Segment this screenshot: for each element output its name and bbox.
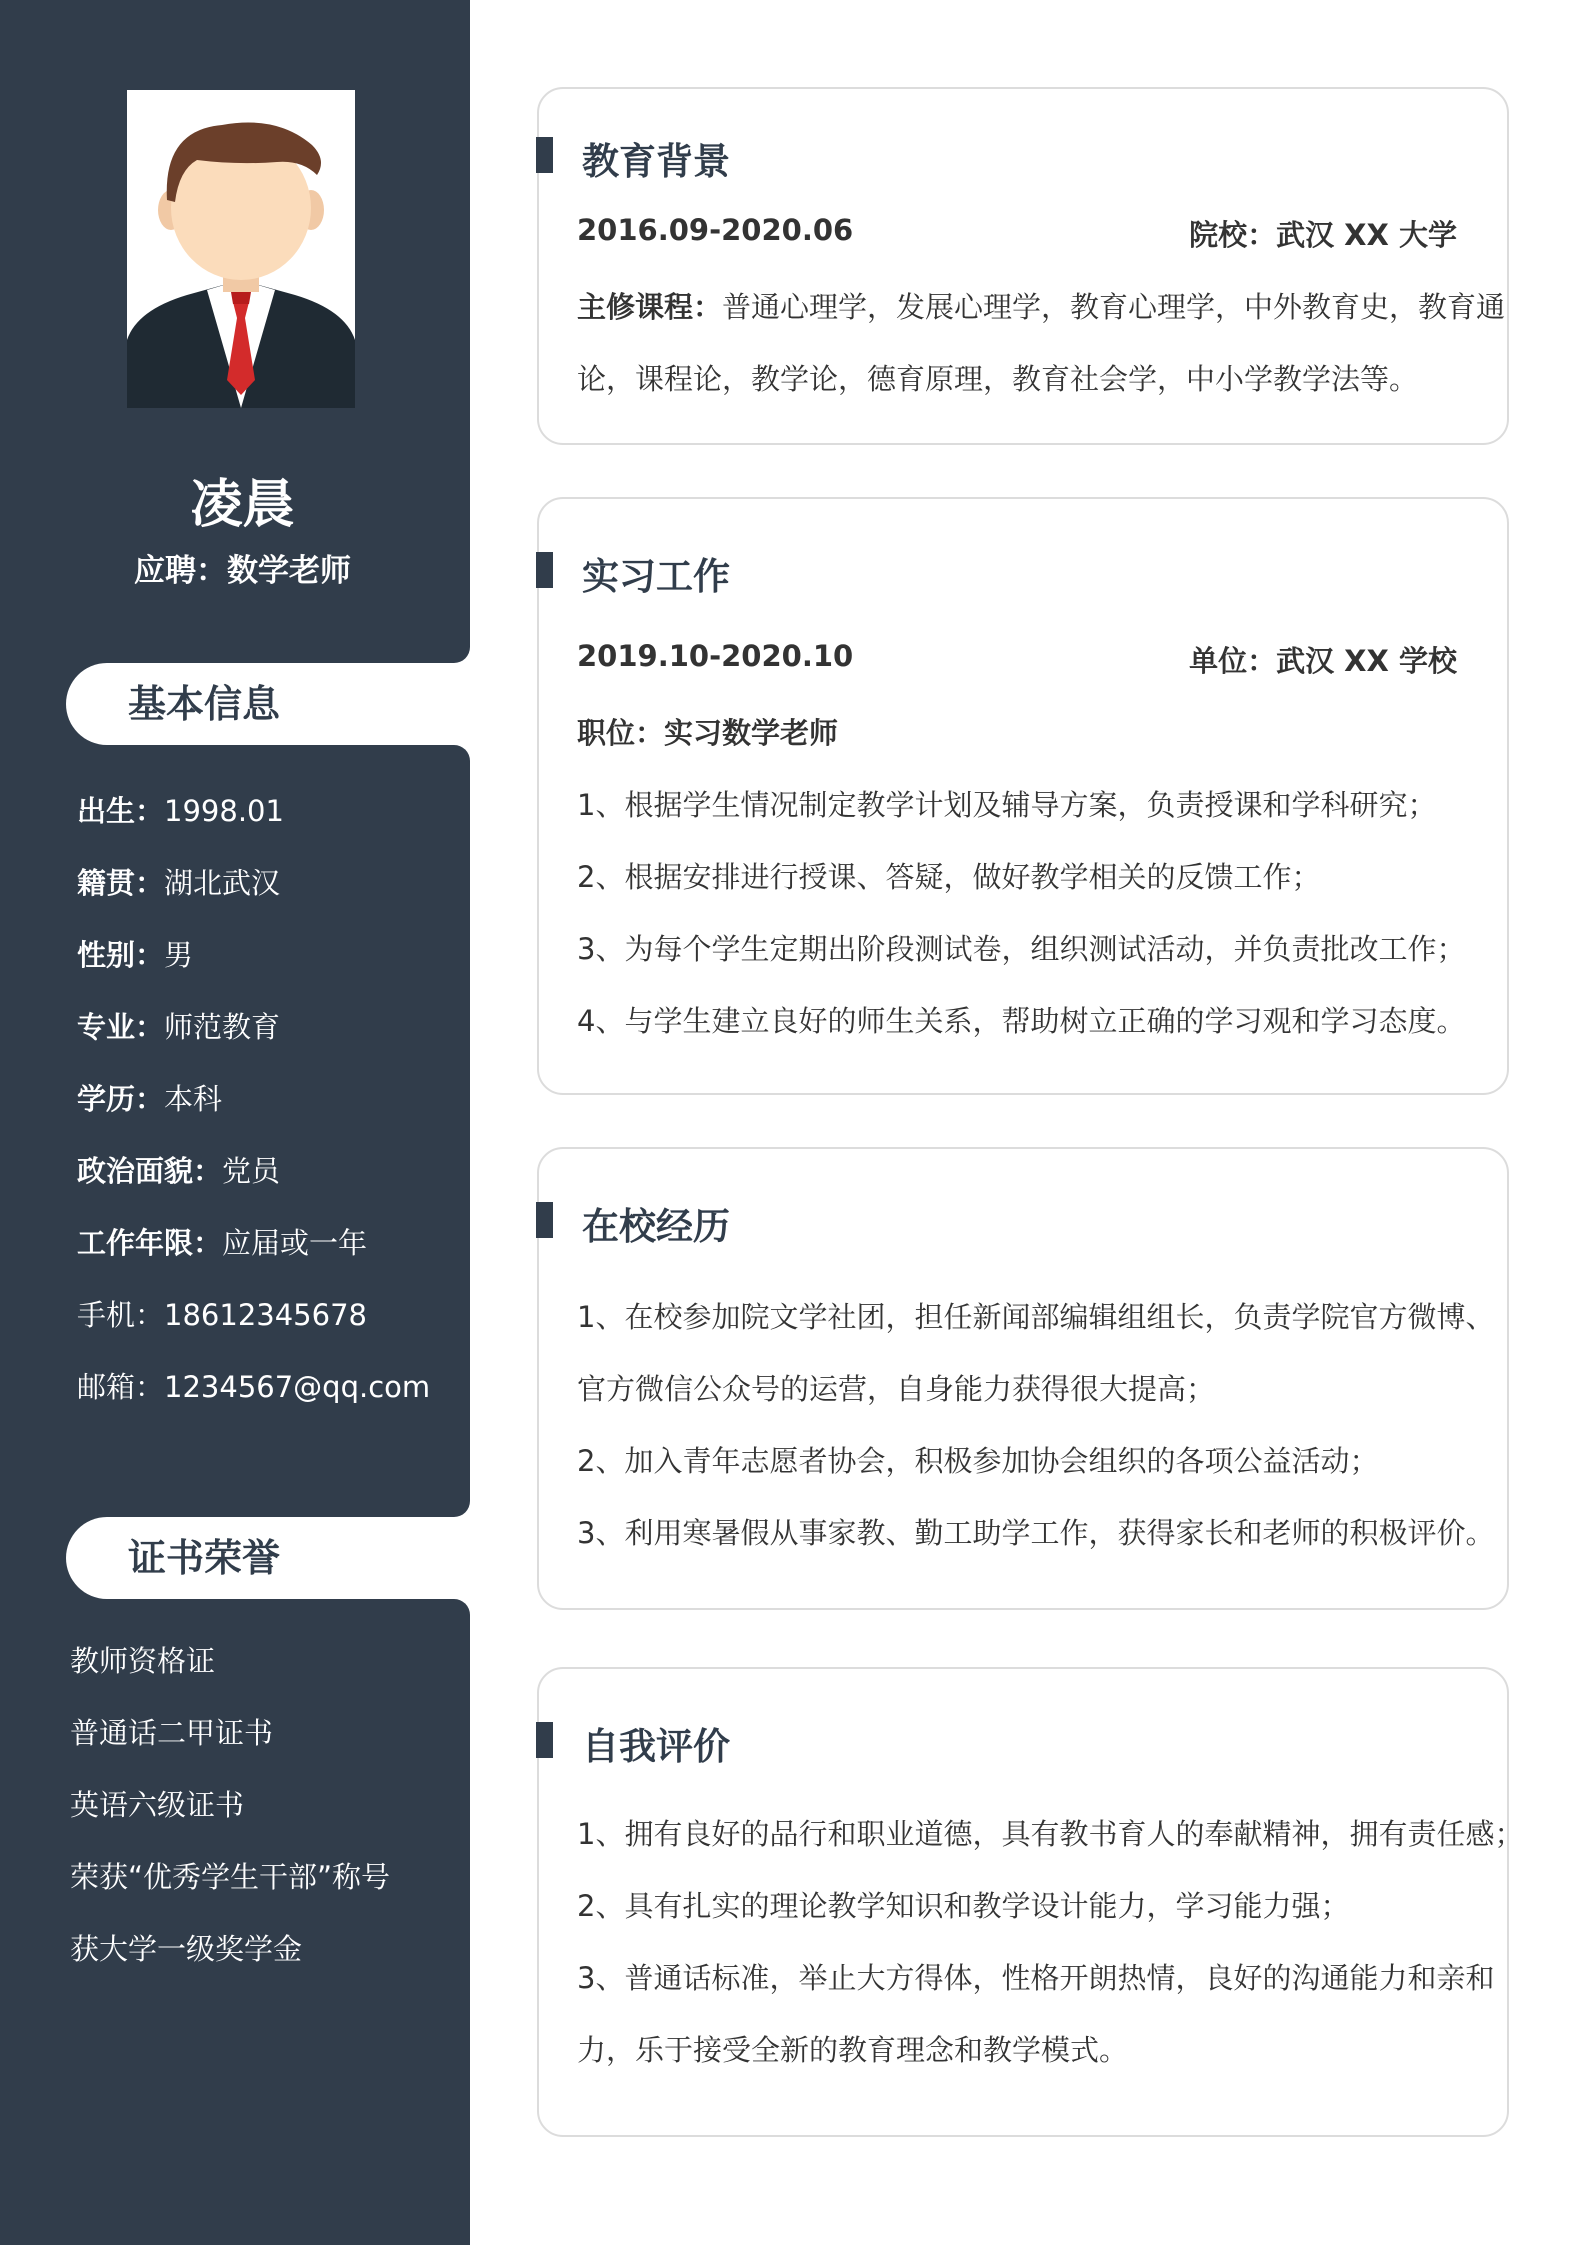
info-experience: 工作年限：应届或一年: [77, 1226, 368, 1260]
internship-duty: 4、与学生建立良好的师生关系，帮助树立正确的学习观和学习态度。: [577, 1004, 1466, 1038]
avatar: [127, 90, 355, 408]
internship-title: 实习工作: [582, 555, 730, 598]
avatar-illustration: [127, 90, 355, 408]
certificate-item: 英语六级证书: [70, 1788, 245, 1822]
education-courses-line2: 论，课程论，教学论，德育原理，教育社会学，中小学教学法等。: [577, 362, 1419, 396]
info-phone: 手机：18612345678: [77, 1298, 367, 1332]
education-school: 院校：武汉 XX 大学: [1189, 218, 1457, 252]
info-degree: 学历：本科: [77, 1082, 223, 1116]
campus-card: [537, 1147, 1509, 1610]
info-political: 政治面貌：党员: [77, 1154, 281, 1188]
internship-duty: 2、根据安排进行授课、答疑，做好教学相关的反馈工作；: [577, 860, 1321, 894]
education-title: 教育背景: [582, 140, 730, 183]
info-major: 专业：师范教育: [77, 1010, 281, 1044]
certificates-title: 证书荣誉: [128, 1536, 281, 1580]
info-hometown: 籍贯：湖北武汉: [77, 866, 281, 900]
self-eval-line: 2、具有扎实的理论教学知识和教学设计能力，学习能力强；: [577, 1889, 1350, 1923]
self-eval-line: 3、普通话标准，举止大方得体，性格开朗热情，良好的沟通能力和亲和: [577, 1961, 1495, 1995]
self-eval-title: 自我评价: [582, 1725, 730, 1768]
sidebar: [0, 0, 470, 2245]
internship-duty: 1、根据学生情况制定教学计划及辅导方案，负责授课和学科研究；: [577, 788, 1437, 822]
info-birth: 出生：1998.01: [77, 794, 284, 828]
section-marker: [536, 137, 553, 173]
education-courses-line1: 主修课程：普通心理学，发展心理学，教育心理学，中外教育史，教育通: [577, 290, 1506, 324]
certificate-item: 获大学一级奖学金: [70, 1932, 303, 1966]
internship-position: 职位：实习数学老师: [577, 716, 839, 750]
certificate-item: 荣获“优秀学生干部”称号: [70, 1860, 391, 1894]
education-card: [537, 87, 1509, 445]
campus-title: 在校经历: [582, 1205, 730, 1248]
internship-duty: 3、为每个学生定期出阶段测试卷，组织测试活动，并负责批改工作；: [577, 932, 1466, 966]
candidate-name: 凌晨: [190, 475, 295, 535]
section-marker: [536, 1722, 553, 1758]
basic-info-header: [66, 663, 470, 745]
campus-line: 3、利用寒暑假从事家教、勤工助学工作，获得家长和老师的积极评价。: [577, 1516, 1495, 1550]
internship-period: 2019.10-2020.10: [577, 639, 854, 673]
info-gender: 性别：男: [77, 938, 194, 972]
campus-line: 官方微信公众号的运营，自身能力获得很大提高；: [577, 1372, 1216, 1406]
apply-label: 应聘：: [134, 553, 227, 589]
self-eval-card: [537, 1667, 1524, 2137]
campus-line: 1、在校参加院文学社团，担任新闻部编辑组组长，负责学院官方微博、: [577, 1300, 1495, 1334]
internship-card: [537, 497, 1509, 1095]
certificate-item: 普通话二甲证书: [70, 1716, 274, 1750]
education-period: 2016.09-2020.06: [577, 213, 854, 247]
internship-unit: 单位：武汉 XX 学校: [1189, 644, 1457, 678]
section-marker: [536, 1202, 553, 1238]
basic-info-title: 基本信息: [128, 682, 281, 726]
certificate-item: 教师资格证: [70, 1644, 216, 1678]
campus-line: 2、加入青年志愿者协会，积极参加协会组织的各项公益活动；: [577, 1444, 1379, 1478]
self-eval-line: 1、拥有良好的品行和职业道德，具有教书育人的奉献精神，拥有责任感；: [577, 1817, 1524, 1851]
self-eval-line: 力，乐于接受全新的教育理念和教学模式。: [577, 2033, 1129, 2067]
info-email: 邮箱：1234567@qq.com: [77, 1370, 431, 1404]
certificates-header: [66, 1517, 470, 1599]
apply-position: [0, 545, 485, 590]
apply-value: 数学老师: [227, 553, 351, 589]
section-marker: [536, 552, 553, 588]
